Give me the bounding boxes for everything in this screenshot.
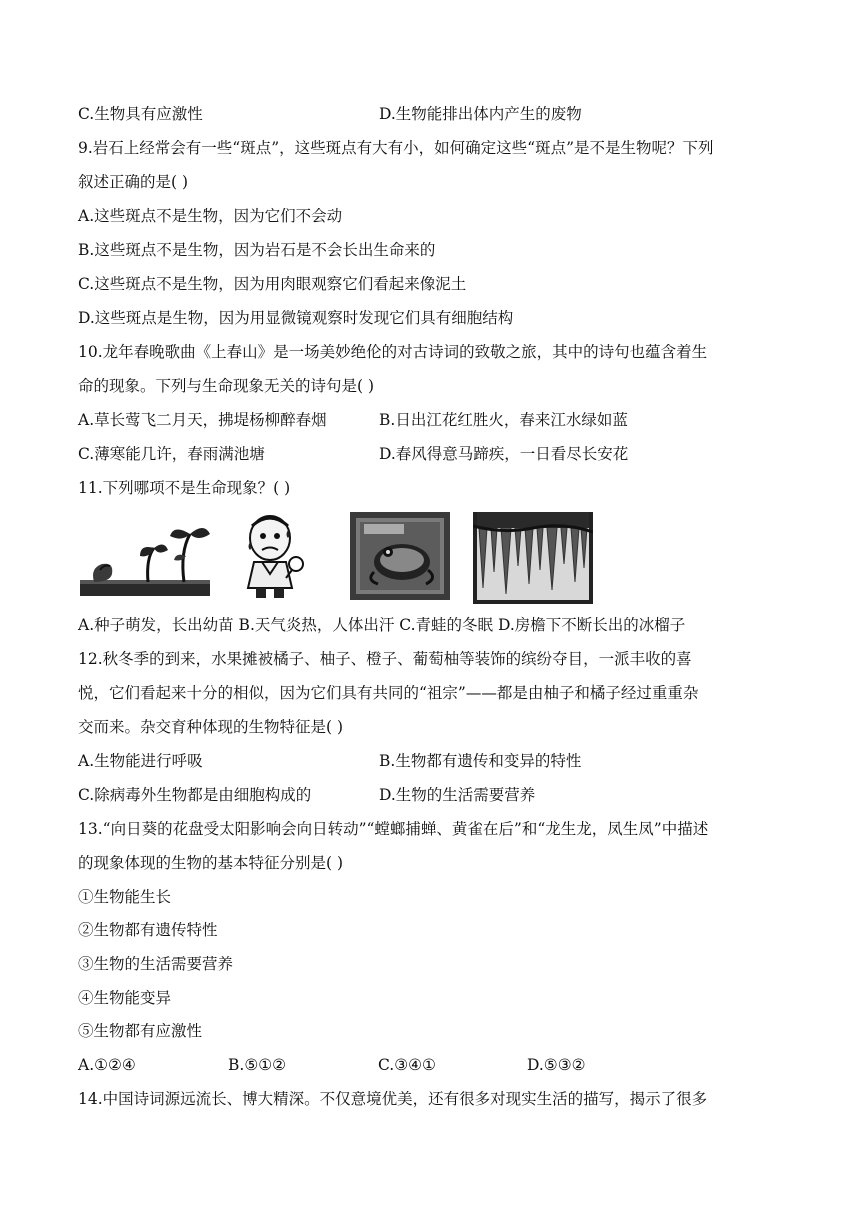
q10-option-d: D.春风得意马蹄疾，一日看尽长安花	[379, 445, 629, 463]
q12-options-row1	[78, 751, 582, 771]
q10-stem-line2: 命的现象。下列与生命现象无关的诗句是( )	[78, 377, 375, 395]
q12-options-row2	[78, 785, 536, 805]
q13-stem-line1: 13.“向日葵的花盘受太阳影响会向日转动”“螳螂捕蝉、黄雀在后”和“龙生龙，凤生凤”中描述	[78, 820, 709, 838]
q13-item-4: ④生物能变异	[78, 989, 172, 1007]
q12-option-d: D.生物的生活需要营养	[379, 786, 536, 804]
q13-option-b: B.⑤①②	[228, 1056, 287, 1074]
q12-stem-line1: 12.秋冬季的到来，水果摊被橘子、柚子、橙子、葡萄柚等装饰的缤纷夺目，一派丰收的喜	[78, 650, 692, 668]
q12-stem-line2: 悦，它们看起来十分的相似，因为它们具有共同的“祖宗”——都是由柚子和橘子经过重重杂	[78, 684, 699, 702]
seed-sprouting-image	[80, 512, 210, 604]
q8-options-row	[78, 104, 582, 124]
q11-stem: 11.下列哪项不是生命现象？( )	[78, 479, 291, 497]
q13-option-a: A.①②④	[78, 1056, 136, 1074]
q10-stem-line1: 10.龙年春晚歌曲《上春山》是一场美妙绝伦的对古诗词的致敬之旅，其中的诗句也蕴含着生	[78, 343, 708, 361]
sweating-man-image	[240, 512, 312, 604]
q14-stem-line1: 14.中国诗词源远流长、博大精深。不仅意境优美，还有很多对现实生活的描写，揭示了很多	[78, 1090, 708, 1108]
q9-option-d: D.这些斑点是生物，因为用显微镜观察时发现它们具有细胞结构	[78, 309, 514, 327]
q13-item-5: ⑤生物都有应激性	[78, 1022, 203, 1040]
q13-item-3: ③生物的生活需要营养	[78, 955, 234, 973]
q12-option-b: B.生物都有遗传和变异的特性	[379, 752, 582, 770]
q10-options-row1	[78, 410, 628, 430]
q8-option-c: C.生物具有应激性	[78, 105, 203, 123]
q13-item-2: ②生物都有遗传特性	[78, 921, 218, 939]
q12-stem-line3: 交而来。杂交育种体现的生物特征是( )	[78, 718, 344, 736]
q11-figures	[80, 512, 600, 604]
q13-stem-line2: 的现象体现的生物的基本特征分别是( )	[78, 854, 344, 872]
q9-option-a: A.这些斑点不是生物，因为它们不会动	[78, 207, 343, 225]
q12-option-c: C.除病毒外生物都是由细胞构成的	[78, 786, 312, 804]
q10-option-a: A.草长莺飞二月天，拂堤杨柳醉春烟	[78, 411, 327, 429]
q10-options-row2	[78, 444, 629, 464]
q8-option-d: D.生物能排出体内产生的废物	[379, 105, 582, 123]
icicles-image	[473, 512, 593, 604]
frog-hibernation-image	[350, 512, 450, 600]
q13-option-d: D.⑤③②	[527, 1056, 586, 1074]
q10-option-c: C.薄寒能几许，春雨满池塘	[78, 445, 265, 463]
q9-option-c: C.这些斑点不是生物，因为用肉眼观察它们看起来像泥土	[78, 275, 467, 293]
q11-options: A.种子萌发，长出幼苗 B.天气炎热，人体出汗 C.青蛙的冬眠 D.房檐下不断长出的冰榴子	[78, 616, 686, 634]
q9-stem-line1: 9.岩石上经常会有一些“斑点”，这些斑点有大有小，如何确定这些“斑点”是不是生物呢？下列	[78, 139, 714, 157]
q9-stem-line2: 叙述正确的是( )	[78, 173, 189, 191]
q13-option-c: C.③④①	[378, 1056, 436, 1074]
q10-option-b: B.日出江花红胜火，春来江水绿如蓝	[379, 411, 628, 429]
q12-option-a: A.生物能进行呼吸	[78, 752, 203, 770]
q9-option-b: B.这些斑点不是生物，因为岩石是不会长出生命来的	[78, 241, 436, 259]
q13-item-1: ①生物能生长	[78, 888, 172, 906]
